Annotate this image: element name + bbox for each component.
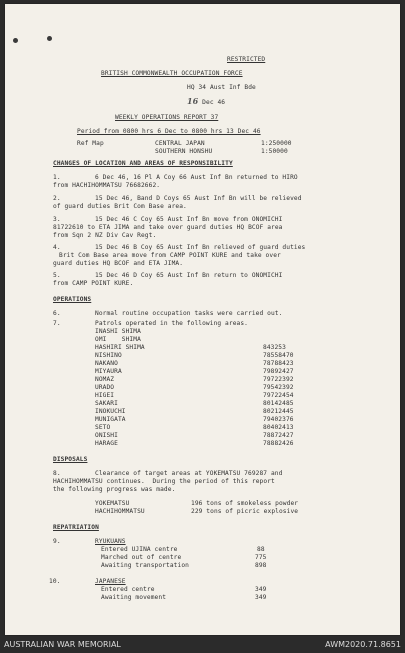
patrol-area-name: MIYAURA	[95, 368, 122, 375]
item-number: 7.	[53, 320, 61, 327]
patrol-area-ref: 78872427	[263, 432, 294, 439]
item-text: 15 Dec 46, Band D Coys 65 Aust Inf Bn will be relieved	[95, 195, 302, 202]
patrol-area-ref: 80142485	[263, 400, 294, 407]
item-text: the following progress was made.	[53, 486, 176, 493]
patrol-area-ref: 79722392	[263, 376, 294, 383]
patrol-area-ref: 79402376	[263, 416, 294, 423]
disposal-amount: 196 tons of smokeless powder	[191, 500, 299, 507]
map-scale: 1:50000	[261, 148, 288, 155]
item-number: 6.	[53, 310, 61, 317]
item-text: from HACHIHOMMATSU 76682662.	[53, 182, 161, 189]
item-number: 1.	[53, 174, 61, 181]
patrol-area-name: ONISHI	[95, 432, 118, 439]
repatriation-value: 349	[255, 586, 267, 593]
patrol-area-ref: 80212445	[263, 408, 294, 415]
patrol-area-name: URADO	[95, 384, 115, 391]
punch-hole	[47, 36, 52, 41]
patrol-area-name: SETO	[95, 424, 111, 431]
repatriation-value: 349	[255, 594, 267, 601]
footer-source: AUSTRALIAN WAR MEMORIAL	[4, 640, 121, 649]
item-number: 9.	[53, 538, 61, 545]
report-period: Period from 0800 hrs 6 Dec to 0800 hrs 13 Dec 46	[77, 128, 261, 135]
force-name: BRITISH COMMONWEALTH OCCUPATION FORCE	[101, 70, 243, 77]
map-name: CENTRAL JAPAN	[155, 140, 205, 147]
item-number: 2.	[53, 195, 61, 202]
patrol-area-name: SAKARI	[95, 400, 118, 407]
document-page	[5, 4, 400, 635]
item-number: 3.	[53, 216, 61, 223]
patrol-area-name: MUNIGATA	[95, 416, 126, 423]
item-text: from CAMP POINT KURE.	[53, 280, 134, 287]
report-date: 16 Dec 46	[187, 96, 226, 106]
item-text: 15 Dec 46 B Coy 65 Aust Inf Bn relieved of guard duties	[95, 244, 306, 251]
patrol-area-ref: 79722454	[263, 392, 294, 399]
item-number: 10.	[49, 578, 61, 585]
patrol-area-ref: 79542392	[263, 384, 294, 391]
repatriation-value: 88	[257, 546, 265, 553]
map-name: SOUTHERN HONSHU	[155, 148, 213, 155]
hq-name: HQ 34 Aust Inf Bde	[187, 84, 256, 91]
patrol-area-name: HIGEI	[95, 392, 115, 399]
repatriation-label: Awaiting transportation	[101, 562, 189, 569]
item-text: 15 Dec 46 C Coy 65 Aust Inf Bn move from ONOMICHI	[95, 216, 283, 223]
handwritten-day: 16	[187, 96, 199, 106]
section-title-changes: CHANGES OF LOCATION AND AREAS OF RESPONSIBILITY	[53, 160, 233, 167]
patrol-area-name: NOMAZ	[95, 376, 115, 383]
patrol-area-name: HASHIRI SHIMA	[95, 344, 145, 351]
patrol-area-ref: 78558470	[263, 352, 294, 359]
group-title: JAPANESE	[95, 578, 126, 585]
item-text: of guard duties Brit Com Base area.	[53, 203, 187, 210]
section-title-repatriation: REPATRIATION	[53, 524, 99, 531]
map-scale: 1:250000	[261, 140, 292, 147]
ref-map-label: Ref Map	[77, 140, 104, 147]
item-number: 8.	[53, 470, 61, 477]
patrol-area-ref: 78788423	[263, 360, 294, 367]
item-text: HACHIHOMMATSU continues. During the period of this report	[53, 478, 275, 485]
item-text: from Sqn 2 NZ Div Cav Regt.	[53, 232, 157, 239]
item-text: 6 Dec 46, 16 Pl A Coy 66 Aust Inf Bn returned to HIRO	[95, 174, 298, 181]
footer-accession-number: AWM2020.71.8651	[325, 640, 401, 649]
item-text: 15 Dec 46 D Coy 65 Aust Inf Bn return to ONOMICHI	[95, 272, 283, 279]
patrol-area-name: OMI SHIMA	[95, 336, 141, 343]
repatriation-value: 775	[255, 554, 267, 561]
item-text: guard duties HQ BCOF and ETA JIMA.	[53, 260, 184, 267]
section-title-disposals: DISPOSALS	[53, 456, 88, 463]
item-text: Clearance of target areas at YOKEMATSU 769287 and	[95, 470, 283, 477]
disposal-place: YOKEMATSU	[95, 500, 130, 507]
report-title: WEEKLY OPERATIONS REPORT 37	[115, 114, 219, 121]
item-text: Patrols operated in the following areas.	[95, 320, 249, 327]
item-text: Brit Com Base area move from CAMP POINT KURE and take over	[59, 252, 281, 259]
patrol-area-ref: 78882426	[263, 440, 294, 447]
repatriation-label: Awaiting movement	[101, 594, 167, 601]
patrol-area-name: NAKANO	[95, 360, 118, 367]
patrol-area-name: INOKUCHI	[95, 408, 126, 415]
punch-hole	[13, 38, 18, 43]
patrol-area-name: INASHI SHIMA	[95, 328, 141, 335]
classification: RESTRICTED	[227, 56, 266, 63]
item-text: Normal routine occupation tasks were carried out.	[95, 310, 283, 317]
repatriation-label: Marched out of centre	[101, 554, 182, 561]
item-number: 5.	[53, 272, 61, 279]
patrol-area-ref: 843253	[263, 344, 286, 351]
repatriation-label: Entered centre	[101, 586, 155, 593]
footer-bar	[0, 636, 405, 653]
patrol-area-ref: 80402413	[263, 424, 294, 431]
repatriation-value: 898	[255, 562, 267, 569]
item-text: 81722610 to ETA JIMA and take over guard duties HQ BCOF area	[53, 224, 283, 231]
item-number: 4.	[53, 244, 61, 251]
repatriation-label: Entered UJINA centre	[101, 546, 178, 553]
patrol-area-name: NISHINO	[95, 352, 122, 359]
patrol-area-name: HARAGE	[95, 440, 118, 447]
disposal-amount: 229 tons of picric explosive	[191, 508, 299, 515]
disposal-place: HACHIHOMMATSU	[95, 508, 145, 515]
patrol-area-ref: 79892427	[263, 368, 294, 375]
group-title: RYUKUANS	[95, 538, 126, 545]
section-title-operations: OPERATIONS	[53, 296, 92, 303]
